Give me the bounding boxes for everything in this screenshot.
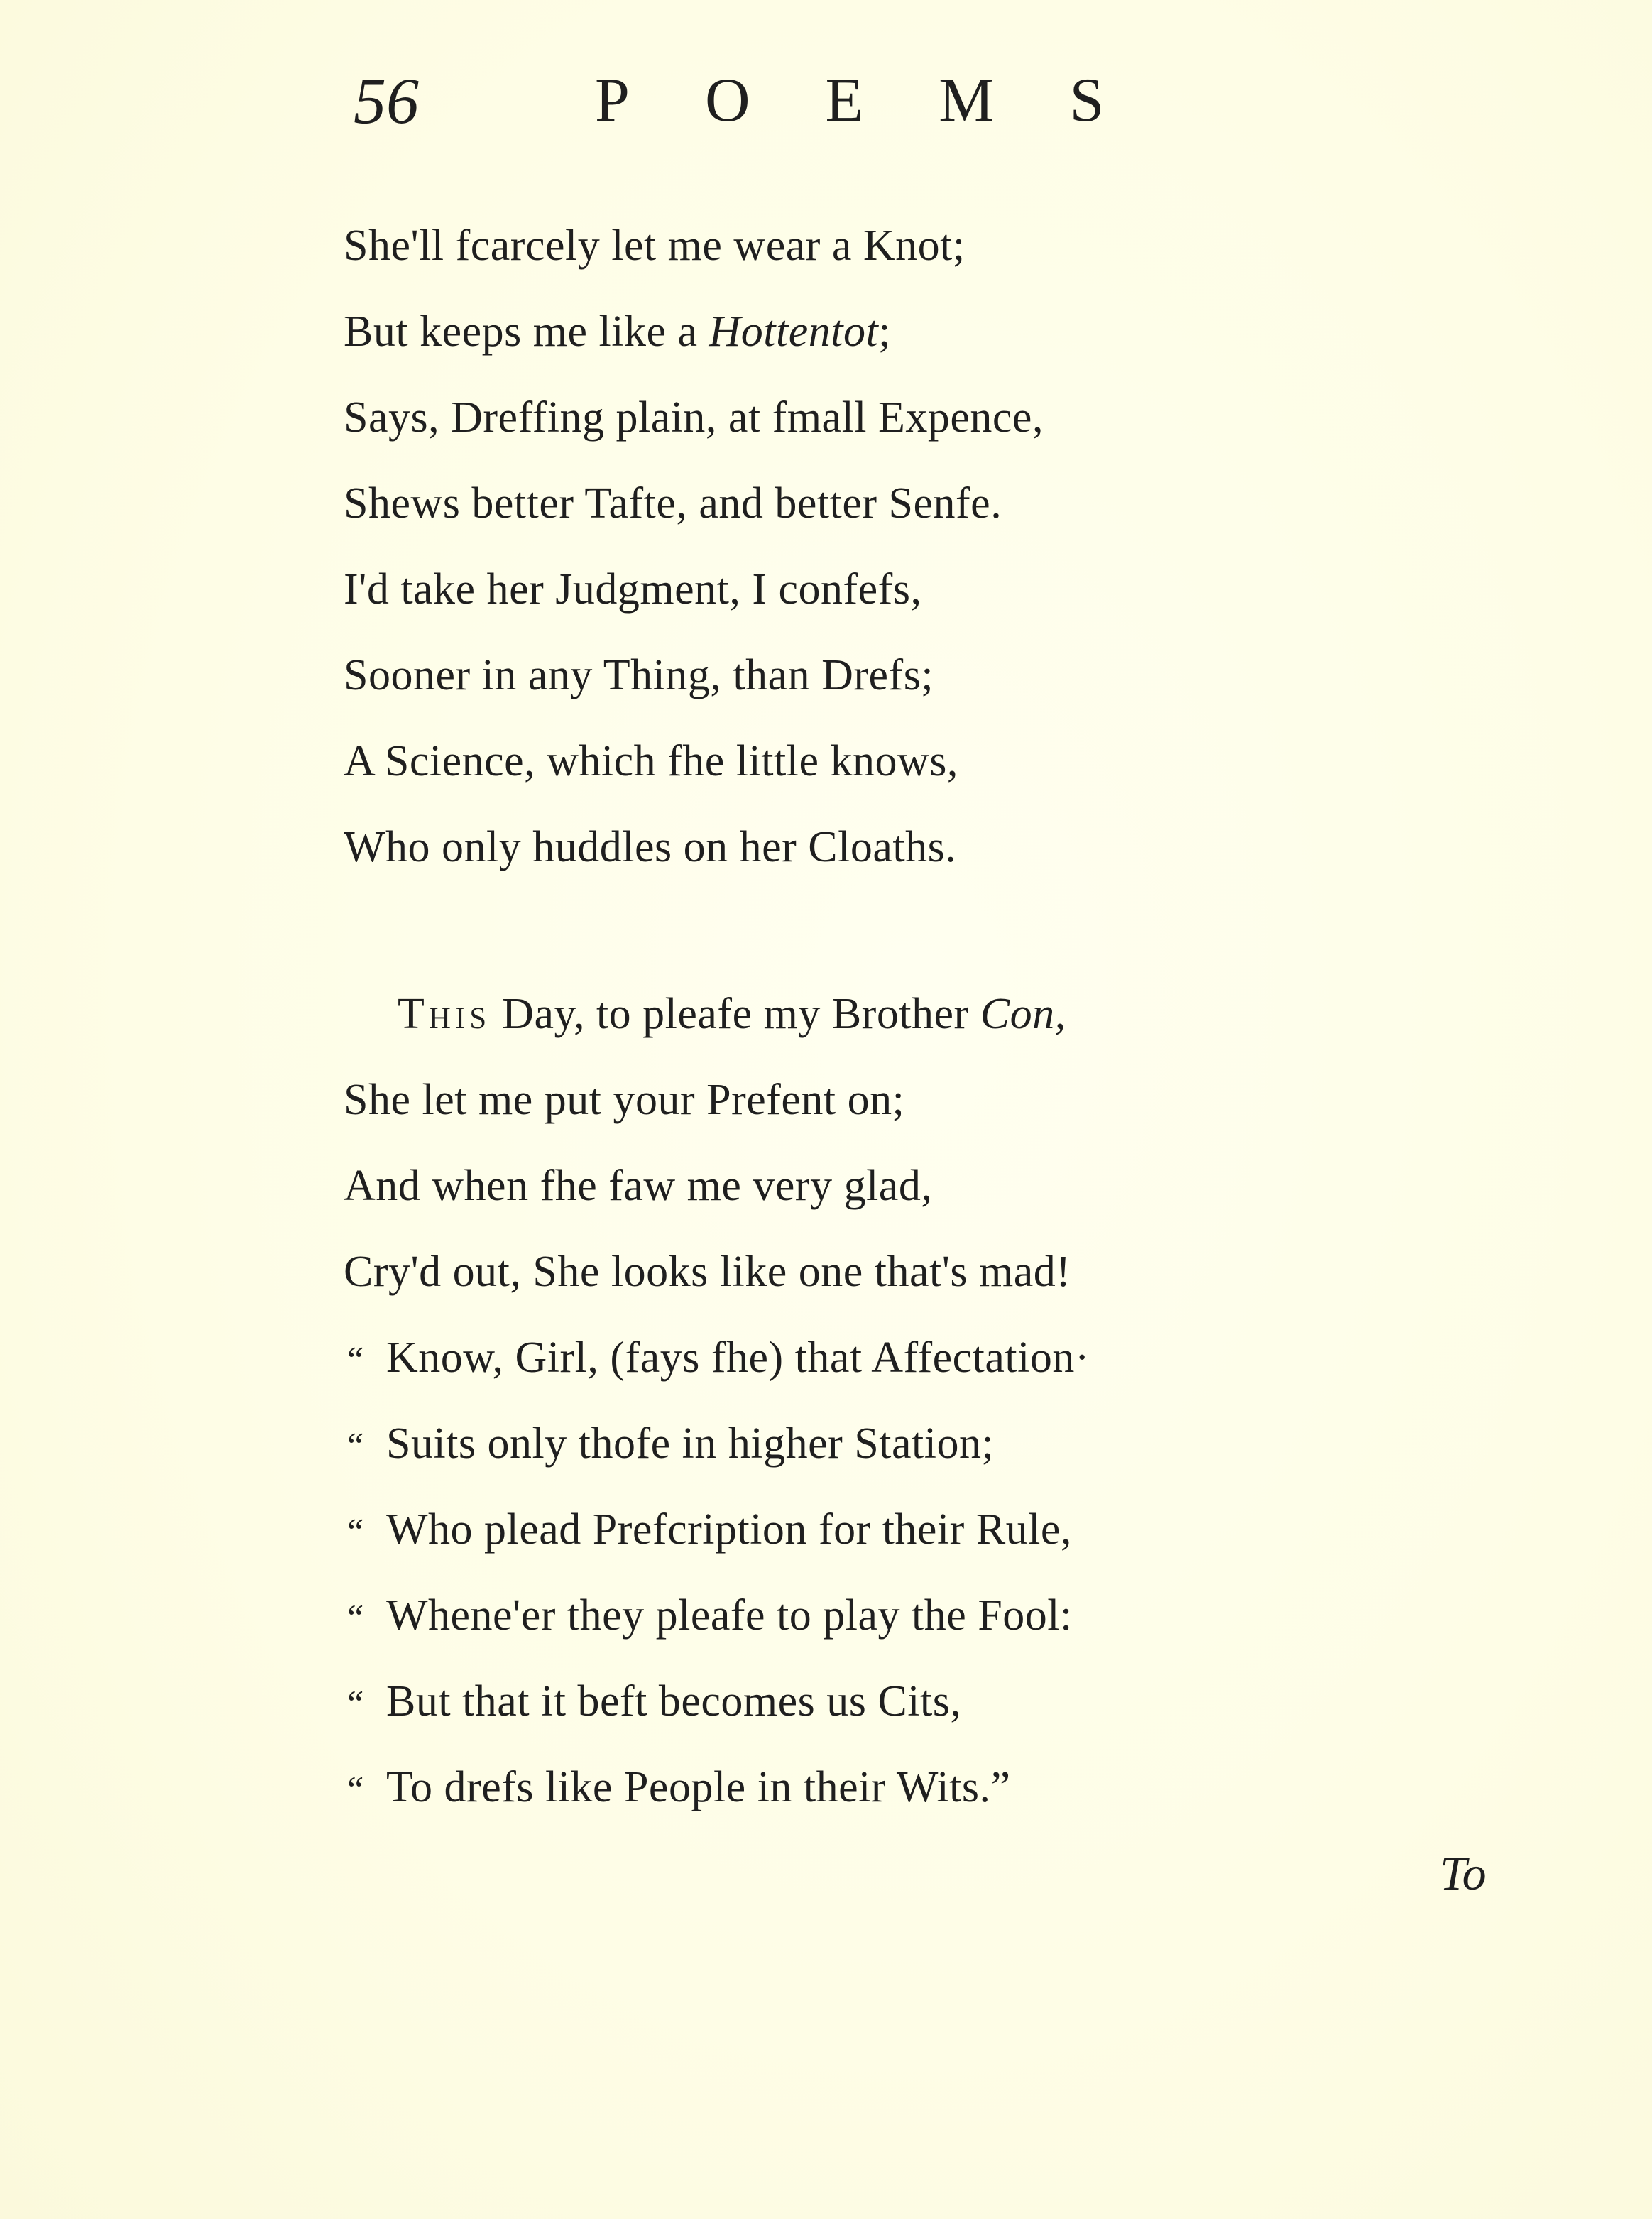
quoted-line-text: Suits only thofe in higher Station; xyxy=(386,1419,995,1468)
quoted-line xyxy=(344,1762,1011,1816)
quoted-line-text: Know, Girl, (fays fhe) that Affectation· xyxy=(386,1334,1090,1382)
page-number: 56 xyxy=(354,65,419,137)
poem-line: I'd take her Judgment, I confefs, xyxy=(344,565,922,614)
italic-word: Hottentot xyxy=(709,307,879,356)
quote-mark: “ xyxy=(344,1340,365,1380)
quote-mark: “ xyxy=(344,1598,365,1638)
quote-mark: “ xyxy=(344,1426,365,1466)
poem-line xyxy=(344,306,891,357)
poem-line: She let me put your Prefent on; xyxy=(344,1076,905,1124)
poem-line: Sooner in any Thing, than Drefs; xyxy=(344,651,934,699)
poem-line: A Science, which fhe little knows, xyxy=(344,737,958,785)
punctuation: ; xyxy=(878,307,891,356)
quoted-line-text: Who plead Prefcription for their Rule, xyxy=(386,1505,1072,1554)
quote-mark: “ xyxy=(344,1770,365,1810)
quoted-line xyxy=(344,1418,994,1472)
page-header xyxy=(0,65,1652,143)
quoted-line xyxy=(344,1676,961,1730)
poem-line-text: But keeps me like a xyxy=(344,307,709,356)
quoted-line-text: Whene'er they pleafe to play the Fool: xyxy=(386,1591,1073,1640)
opening-word: This xyxy=(398,990,491,1038)
poem-line: And when fhe faw me very glad, xyxy=(344,1162,933,1210)
poem-line-text: Day, to pleafe my Brother xyxy=(491,990,980,1038)
running-head: POEMS xyxy=(595,66,1180,135)
quoted-line-text: To drefs like People in their Wits.” xyxy=(386,1763,1011,1811)
quoted-line xyxy=(344,1590,1073,1644)
poem-line: Who only huddles on her Cloaths. xyxy=(344,823,957,871)
poem-line: Cry'd out, She looks like one that's mad! xyxy=(344,1248,1071,1296)
quoted-line xyxy=(344,1332,1090,1386)
catchword: To xyxy=(1440,1846,1487,1900)
poem-line: Says, Dreffing plain, at fmall Expence, xyxy=(344,393,1044,442)
quoted-line-text: But that it beft becomes us Cits, xyxy=(386,1677,962,1725)
italic-name: Con, xyxy=(980,990,1066,1038)
quote-mark: “ xyxy=(344,1684,365,1724)
poem-line: Shews better Tafte, and better Senfe. xyxy=(344,479,1002,528)
quote-mark: “ xyxy=(344,1512,365,1552)
quoted-line xyxy=(344,1504,1072,1558)
poem-line xyxy=(398,988,1066,1040)
poem-line: She'll fcarcely let me wear a Knot; xyxy=(344,222,966,270)
